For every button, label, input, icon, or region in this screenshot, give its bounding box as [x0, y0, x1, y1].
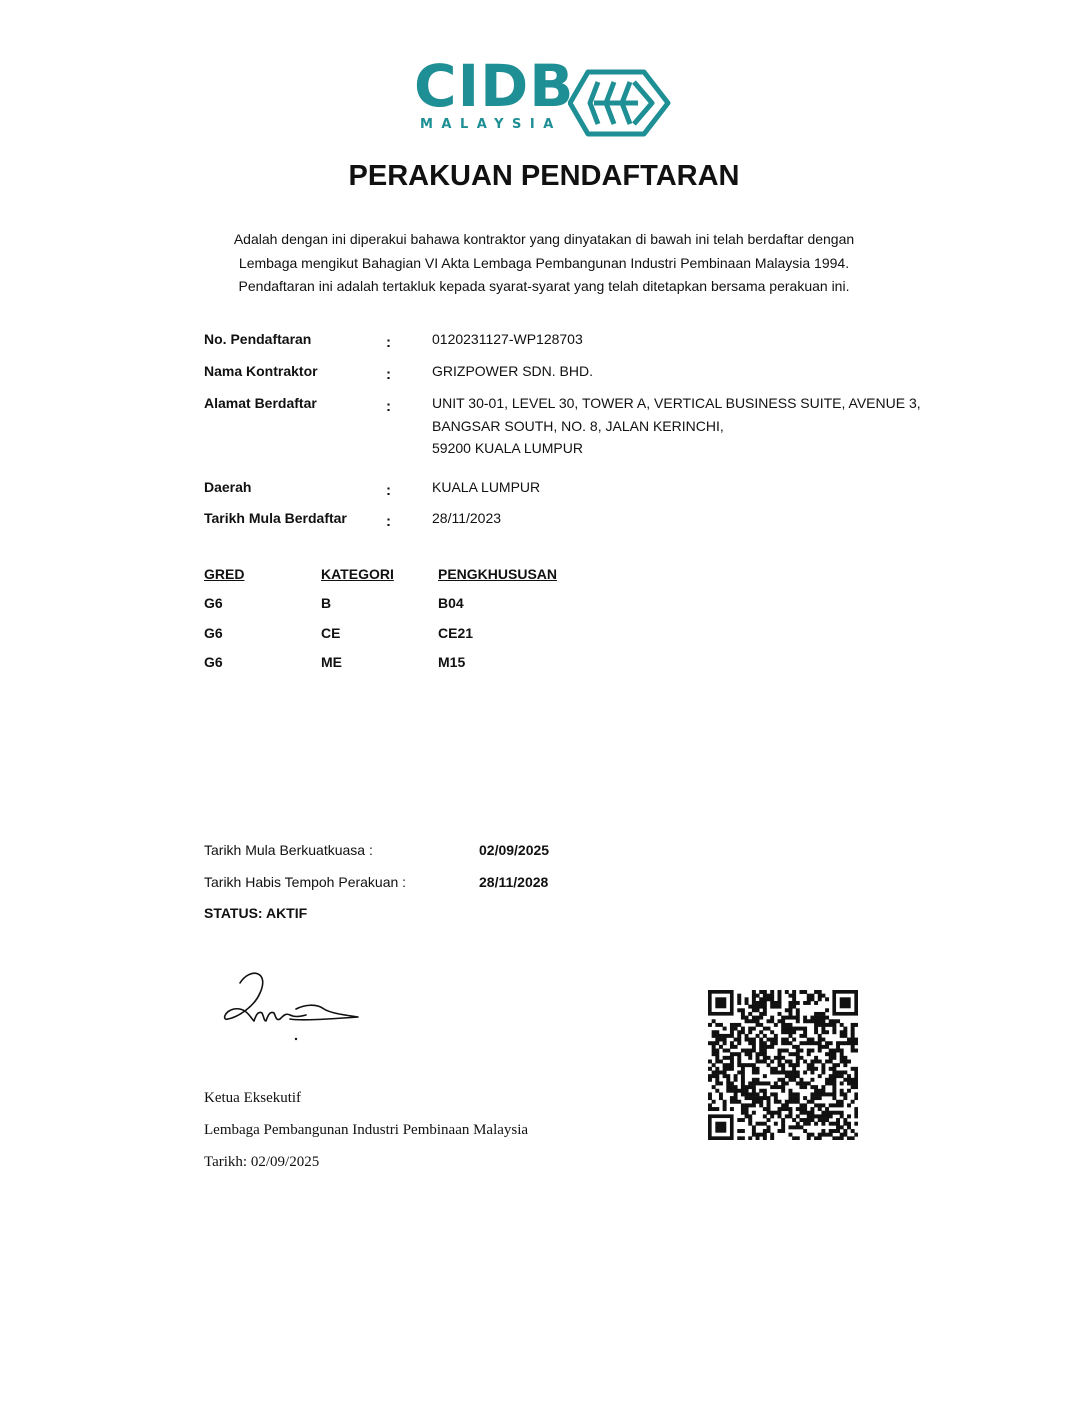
- table-header-gred: GRED: [204, 566, 245, 582]
- table-cell: B04: [438, 595, 464, 611]
- table-cell: CE: [321, 625, 341, 641]
- cidb-logo: [412, 52, 674, 142]
- logo-wordmark: CIDB: [414, 52, 575, 120]
- reg-date-colon: :: [386, 513, 391, 530]
- table-cell: CE21: [438, 625, 474, 641]
- address-line-1: UNIT 30-01, LEVEL 30, TOWER A, VERTICAL BUSINESS SUITE, AVENUE 3,: [432, 395, 921, 411]
- table-cell: G6: [204, 595, 223, 611]
- validity-start-value: 02/09/2025: [479, 842, 550, 858]
- logo-country: MALAYSIA: [420, 117, 562, 132]
- table-header-kategori: KATEGORI: [321, 566, 394, 582]
- validity-start-label: Tarikh Mula Berkuatkuasa :: [204, 842, 373, 858]
- address-line-2: BANGSAR SOUTH, NO. 8, JALAN KERINCHI,: [432, 418, 724, 434]
- contractor-label: Nama Kontraktor: [204, 363, 318, 379]
- signatory-date: Tarikh: 02/09/2025: [204, 1154, 320, 1170]
- validity-end-value: 28/11/2028: [479, 874, 549, 890]
- reg-no-colon: :: [386, 334, 391, 351]
- table-cell: G6: [204, 625, 223, 641]
- table-cell: ME: [321, 654, 342, 670]
- address-label: Alamat Berdaftar: [204, 395, 317, 411]
- table-cell: G6: [204, 654, 223, 670]
- table-cell: M15: [438, 654, 466, 670]
- contractor-value: GRIZPOWER SDN. BHD.: [432, 363, 594, 379]
- district-value: KUALA LUMPUR: [432, 479, 541, 495]
- status-text: STATUS: AKTIF: [204, 905, 308, 921]
- intro-line-1: Adalah dengan ini diperakui bahawa kontraktor yang dinyatakan di bawah ini telah berdaftar dengan: [233, 231, 855, 247]
- intro-line-2: Lembaga mengikut Bahagian VI Akta Lembaga Pembangunan Industri Pembinaan Malaysia 1994.: [238, 255, 850, 271]
- validity-end-label: Tarikh Habis Tempoh Perakuan :: [204, 874, 407, 890]
- reg-no-value: 0120231127-WP128703: [432, 331, 583, 347]
- signature-image: [220, 965, 370, 1045]
- signatory-org: Lembaga Pembangunan Industri Pembinaan Malaysia: [204, 1122, 529, 1138]
- reg-date-label: Tarikh Mula Berdaftar: [204, 510, 347, 526]
- table-cell: B: [321, 595, 332, 611]
- address-colon: :: [386, 398, 391, 415]
- qr-code-icon: [708, 990, 858, 1140]
- contractor-colon: :: [386, 366, 391, 383]
- logo-hexagon-icon: [568, 66, 672, 140]
- reg-date-value: 28/11/2023: [432, 510, 502, 526]
- table-header-pengkhususan: PENGKHUSUSAN: [438, 566, 558, 582]
- district-colon: :: [386, 482, 391, 499]
- district-label: Daerah: [204, 479, 252, 495]
- certificate-title: PERAKUAN PENDAFTARAN: [348, 160, 740, 192]
- intro-line-3: Pendaftaran ini adalah tertakluk kepada syarat-syarat yang telah ditetapkan bersama perakuan ini.: [238, 278, 850, 294]
- signatory-title: Ketua Eksekutif: [204, 1090, 302, 1106]
- reg-no-label: No. Pendaftaran: [204, 331, 312, 347]
- address-line-3: 59200 KUALA LUMPUR: [432, 440, 583, 456]
